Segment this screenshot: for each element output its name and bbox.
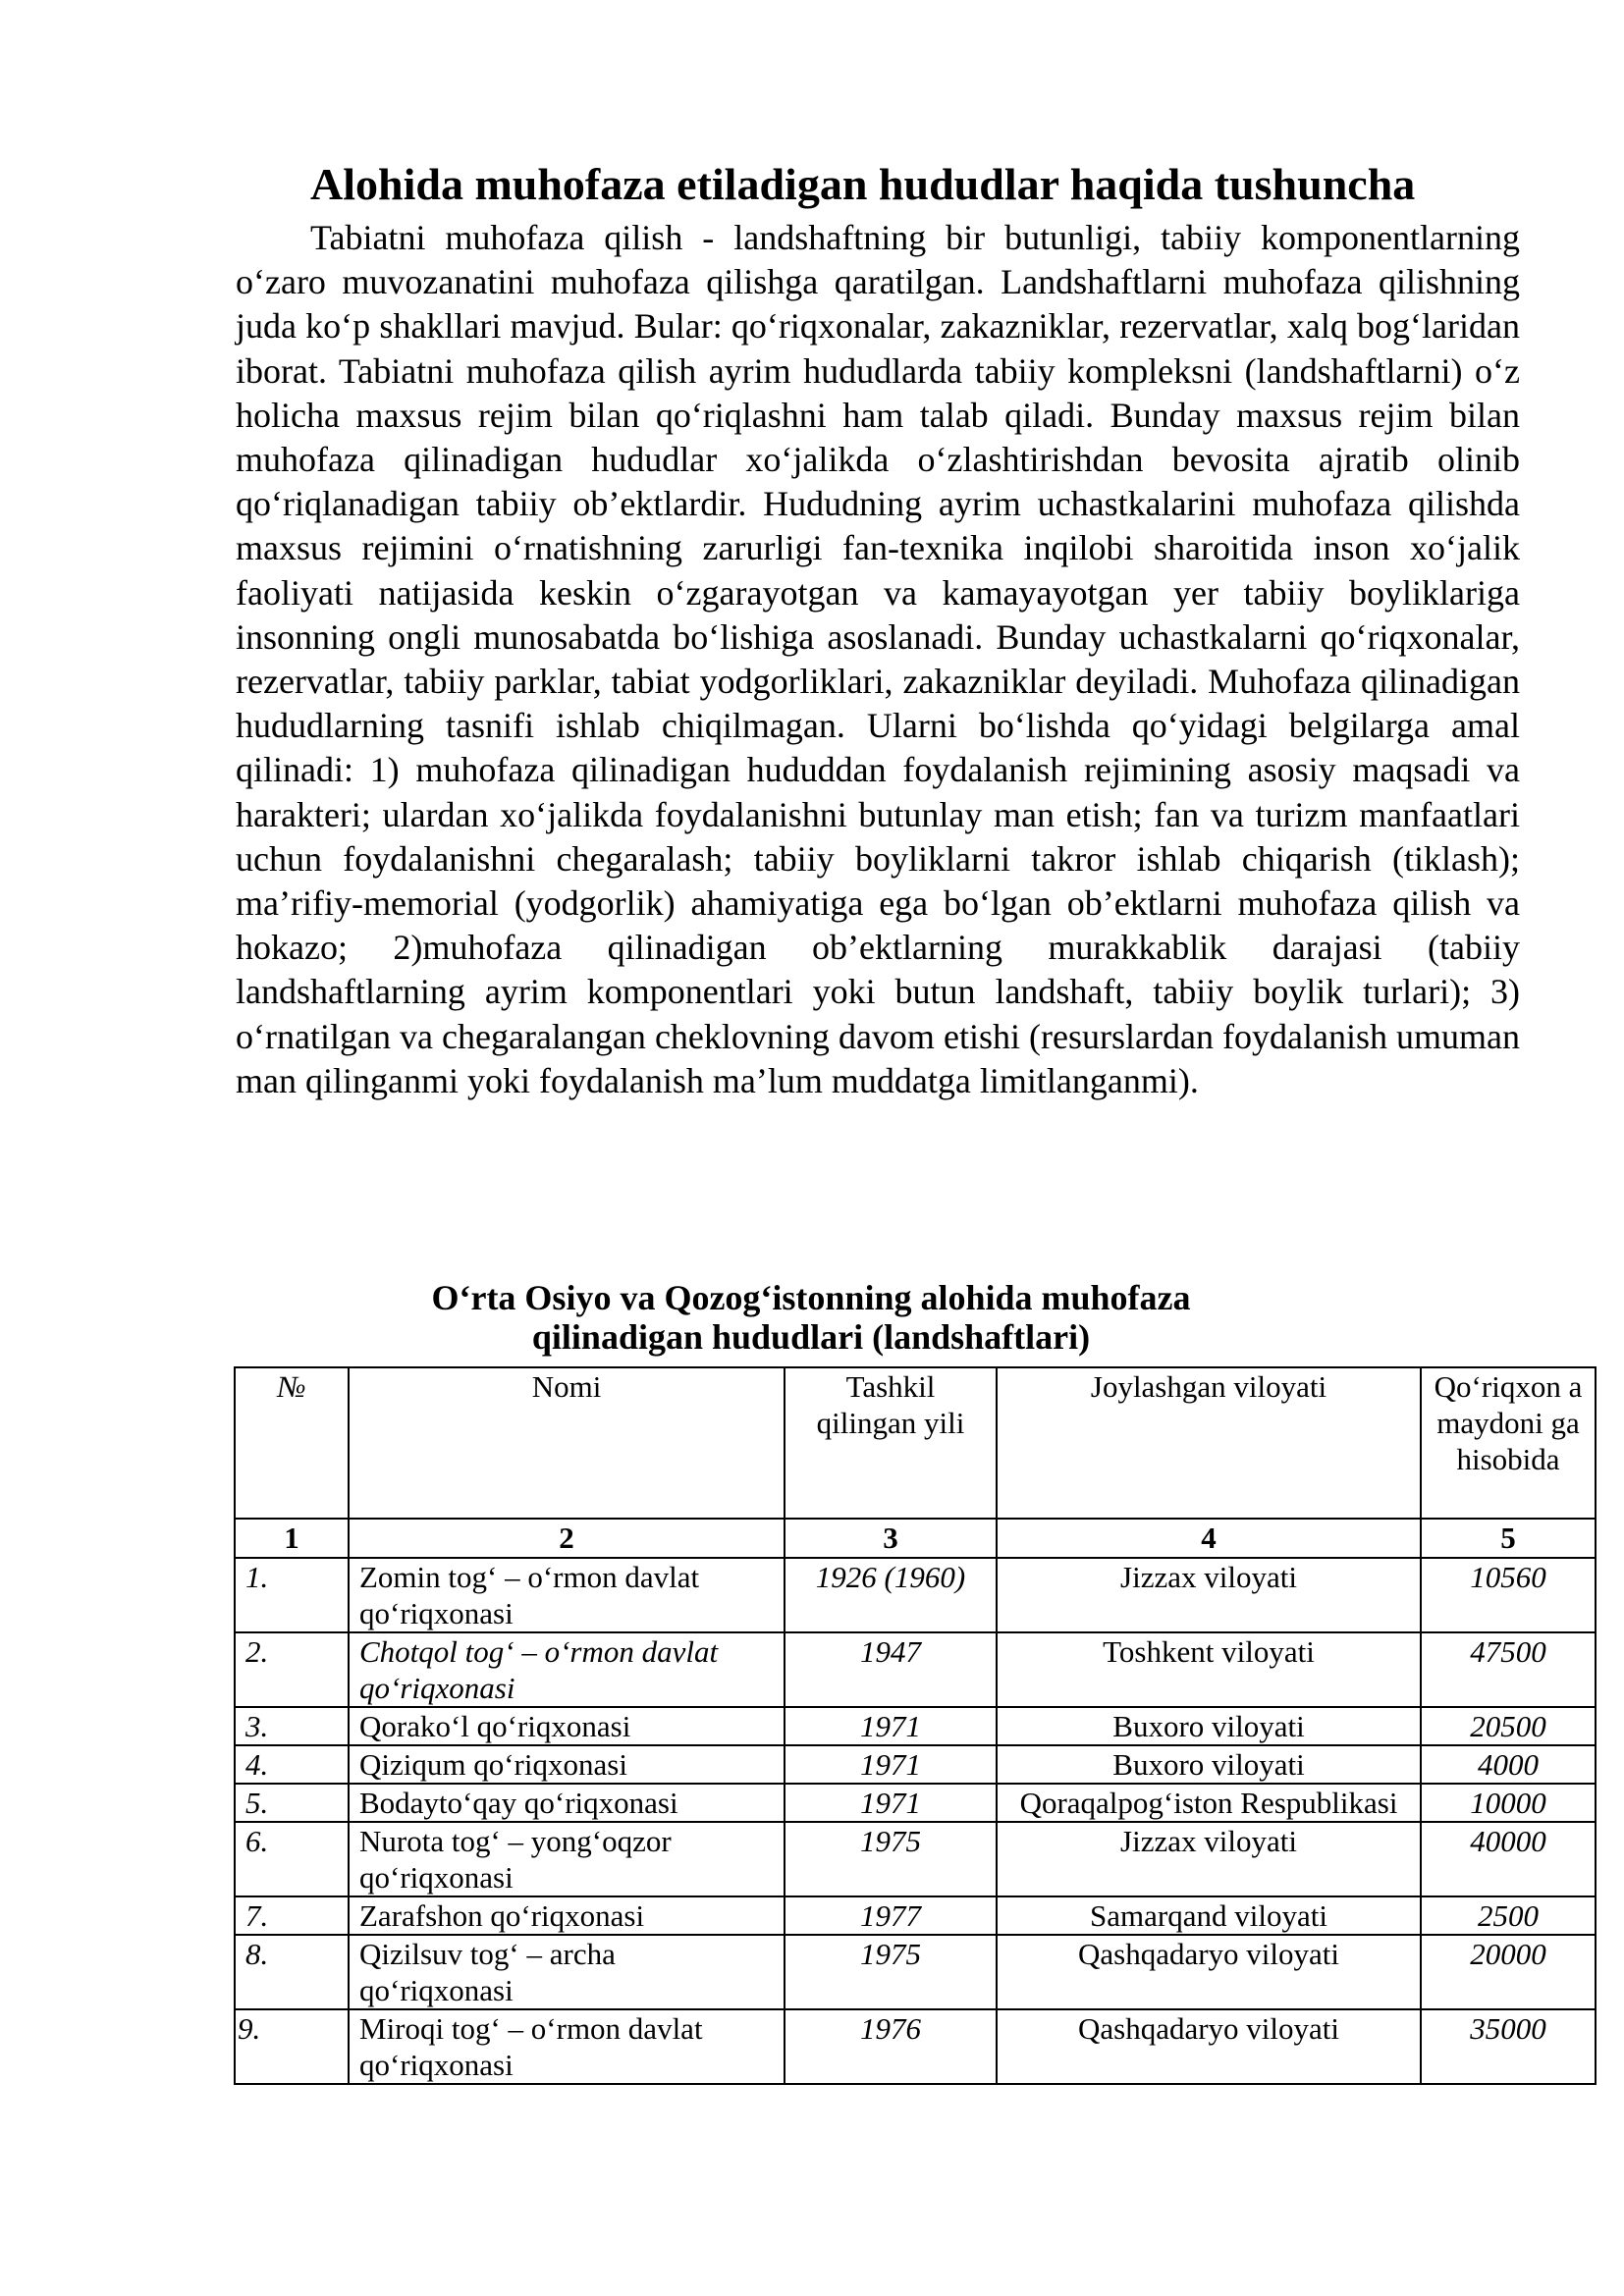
cell-year: 1947 xyxy=(785,1632,997,1707)
table-caption-line-1: O‘rta Osiyo va Qozog‘istonning alohida muhofaza xyxy=(431,1278,1191,1317)
cell-region: Jizzax viloyati xyxy=(997,1558,1421,1632)
cell-region: Jizzax viloyati xyxy=(997,1822,1421,1896)
cell-name: Qiziqum qo‘riqxonasi xyxy=(349,1745,785,1784)
table-row xyxy=(235,1935,1596,2009)
cell-number: 7. xyxy=(235,1896,349,1935)
cell-year: 1975 xyxy=(785,1822,997,1896)
cell-number: 6. xyxy=(235,1822,349,1896)
cell-region: Qashqadaryo viloyati xyxy=(997,1935,1421,2009)
cell-year: 1971 xyxy=(785,1784,997,1822)
cell-area: 2500 xyxy=(1421,1896,1596,1935)
cell-year: 1971 xyxy=(785,1707,997,1745)
cell-year: 1971 xyxy=(785,1745,997,1784)
header-year: Tashkil qilingan yili xyxy=(785,1367,997,1519)
cell-year: 1926 (1960) xyxy=(785,1558,997,1632)
table-row xyxy=(235,1558,1596,1632)
cell-year: 1976 xyxy=(785,2009,997,2084)
header-area: Qo‘riqxon a maydoni ga hisobida xyxy=(1421,1367,1596,1519)
cell-region: Qashqadaryo viloyati xyxy=(997,2009,1421,2084)
cell-region: Qoraqalpog‘iston Respublikasi xyxy=(997,1784,1421,1822)
cell-name: Zarafshon qo‘riqxonasi xyxy=(349,1896,785,1935)
table-row xyxy=(235,1632,1596,1707)
cell-area: 47500 xyxy=(1421,1632,1596,1707)
cell-name: Chotqol tog‘ – o‘rmon davlat qo‘riqxonasi xyxy=(349,1632,785,1707)
cell-number: 4. xyxy=(235,1745,349,1784)
cell-region: Samarqand viloyati xyxy=(997,1896,1421,1935)
protected-areas-table xyxy=(234,1366,1597,2085)
column-number: 2 xyxy=(349,1519,785,1558)
cell-number: 1. xyxy=(235,1558,349,1632)
table-row xyxy=(235,1707,1596,1745)
cell-area: 35000 xyxy=(1421,2009,1596,2084)
body-paragraph: Tabiatni muhofaza qilish - landshaftning bir butunligi, tabiiy komponentlarning o‘zaro muvozanatini muhofaza qilishga qaratilgan. Landshaftlarni muhofaza qilishning juda ko‘p shakllari mavjud. Bular: qo‘riqxonalar, zakazniklar, rezervatlar, xalq bog‘laridan iborat. Tabiatni muhofaza qilish ayrim hududlarda tabiiy kompleksni (landshaftlarni) o‘z holicha maxsus rejim bilan qo‘riqlashni ham talab qiladi. Bunday maxsus rejim bilan muhofaza qilinadigan hududlar xo‘jalikda o‘zlashtirishdan bevosita ajratib olinib qo‘riqlanadigan tabiiy ob’ektlardir. Hududning ayrim uchastkalarini muhofaza qilishda maxsus rejimini o‘rnatishning zarurligi fan-texnika inqilobi sharoitida inson xo‘jalik faoliyati natijasida keskin o‘zgarayotgan va kamayayotgan yer tabiiy boyliklariga insonning ongli munosabatda bo‘lishiga asoslanadi. Bunday uchastkalarni qo‘riqxonalar, rezervatlar, tabiiy parklar, tabiat yodgorliklari, zakazniklar deyiladi. Muhofaza qilinadigan hududlarning tasnifi ishlab chiqilmagan. Ularni bo‘lishda qo‘yidagi belgilarga amal qilinadi: 1) muhofaza qilinadigan hududdan foydalanish rejimining asosiy maqsadi va harakteri; ulardan xo‘jalikda foydalanishni butunlay man etish; fan va turizm manfaatlari uchun foydalanishni chegaralash; tabiiy boyliklarni takror ishlab chiqarish (tiklash); ma’rifiy-memorial (yodgorlik) ahamiyatiga ega bo‘lgan ob’ektlarni muhofaza qilish va hokazo; 2)muhofaza qilinadigan ob’ektlarning murakkablik darajasi (tabiiy landshaftlarning ayrim komponentlari yoki butun landshaft, tabiiy boylik turlari); 3) o‘rnatilgan va chegaralangan cheklovning davom etishi (resurslardan foydalanish umuman man qilinganmi yoki foydalanish ma’lum muddatga limitlanganmi). xyxy=(236,218,1520,1100)
column-number: 5 xyxy=(1421,1519,1596,1558)
header-number: № xyxy=(235,1367,349,1519)
cell-area: 10560 xyxy=(1421,1558,1596,1632)
table-column-number-row xyxy=(235,1519,1596,1558)
column-number: 3 xyxy=(785,1519,997,1558)
cell-number: 3. xyxy=(235,1707,349,1745)
table-header-row xyxy=(235,1367,1596,1519)
cell-area: 40000 xyxy=(1421,1822,1596,1896)
cell-name: Qorako‘l qo‘riqxonasi xyxy=(349,1707,785,1745)
table-row xyxy=(235,1745,1596,1784)
cell-name: Bodayto‘qay qo‘riqxonasi xyxy=(349,1784,785,1822)
table-row xyxy=(235,2009,1596,2084)
table-caption xyxy=(236,1278,1520,1357)
cell-region: Toshkent viloyati xyxy=(997,1632,1421,1707)
cell-area: 20000 xyxy=(1421,1935,1596,2009)
cell-number: 8. xyxy=(235,1935,349,2009)
cell-name: Miroqi tog‘ – o‘rmon davlat qo‘riqxonasi xyxy=(349,2009,785,2084)
column-number: 1 xyxy=(235,1519,349,1558)
cell-region: Buxoro viloyati xyxy=(997,1707,1421,1745)
cell-name: Nurota tog‘ – yong‘oqzor qo‘riqxonasi xyxy=(349,1822,785,1896)
cell-name: Zomin tog‘ – o‘rmon davlat qo‘riqxonasi xyxy=(349,1558,785,1632)
cell-area: 20500 xyxy=(1421,1707,1596,1745)
cell-number: 9. xyxy=(235,2009,349,2084)
cell-number: 5. xyxy=(235,1784,349,1822)
cell-area: 4000 xyxy=(1421,1745,1596,1784)
cell-number: 2. xyxy=(235,1632,349,1707)
header-region: Joylashgan viloyati xyxy=(997,1367,1421,1519)
table-row xyxy=(235,1822,1596,1896)
cell-year: 1975 xyxy=(785,1935,997,2009)
cell-name: Qizilsuv tog‘ – archa qo‘riqxonasi xyxy=(349,1935,785,2009)
cell-region: Buxoro viloyati xyxy=(997,1745,1421,1784)
table-caption-line-2: qilinadigan hududlari (landshaftlari) xyxy=(531,1317,1091,1357)
table-row xyxy=(235,1896,1596,1935)
header-name: Nomi xyxy=(349,1367,785,1519)
table-row xyxy=(235,1784,1596,1822)
cell-year: 1977 xyxy=(785,1896,997,1935)
cell-area: 10000 xyxy=(1421,1784,1596,1822)
column-number: 4 xyxy=(997,1519,1421,1558)
page-heading: Alohida muhofaza etiladigan hududlar haqida tushuncha xyxy=(310,159,1416,209)
